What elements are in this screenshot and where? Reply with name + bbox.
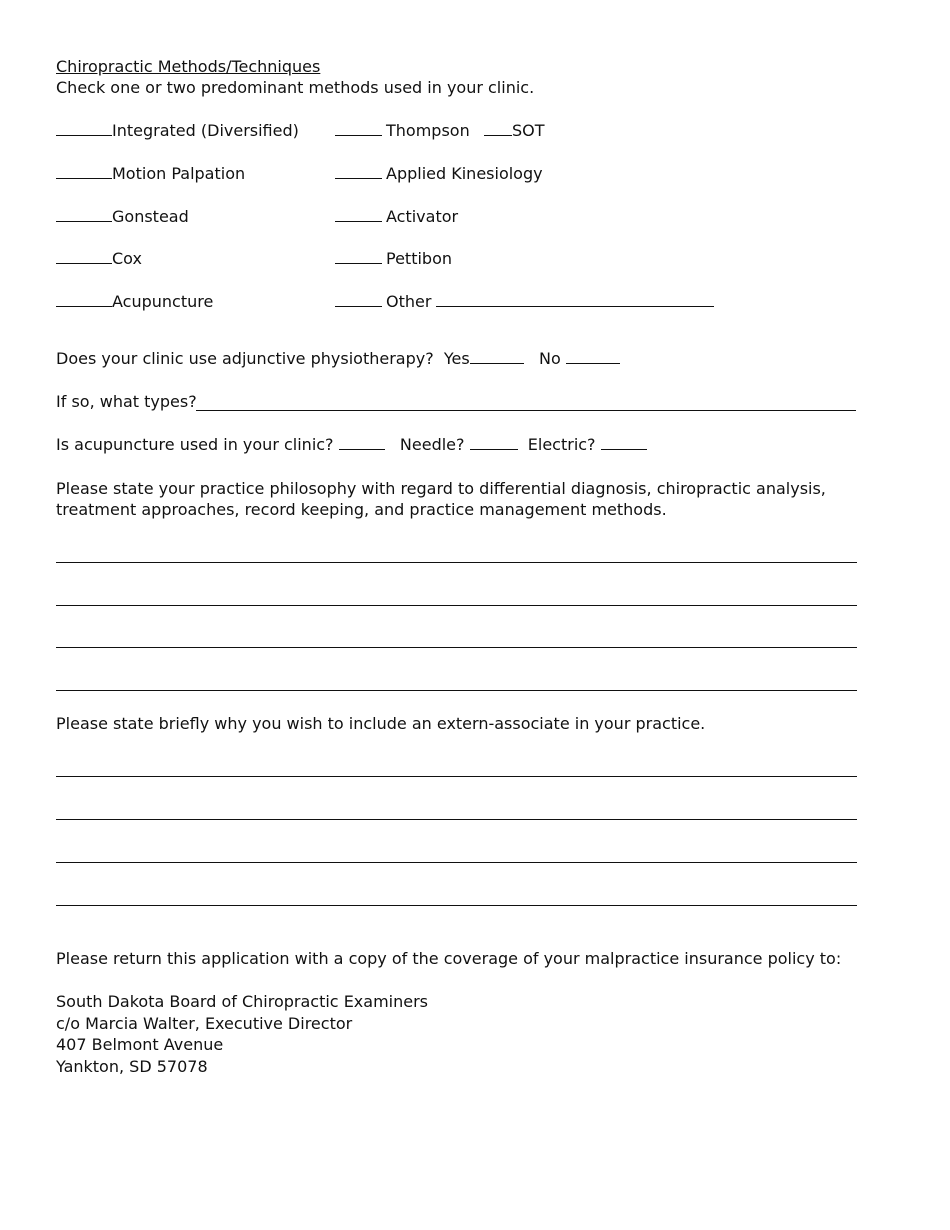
address-line: c/o Marcia Walter, Executive Director xyxy=(56,1013,353,1033)
checkbox-blank-integrated[interactable] xyxy=(56,121,112,136)
physio-question: Does your clinic use adjunctive physiotherapy? xyxy=(56,349,434,368)
method-applied-kinesiology xyxy=(335,164,543,184)
checkbox-blank-thompson[interactable] xyxy=(335,121,382,136)
method-gonstead xyxy=(56,207,189,227)
checkbox-blank-applied-kinesiology[interactable] xyxy=(335,164,382,179)
method-label: Integrated (Diversified) xyxy=(112,121,299,140)
mailing-address xyxy=(56,991,428,1077)
other-specify-field[interactable] xyxy=(436,292,714,307)
checkbox-blank-gonstead[interactable] xyxy=(56,207,112,222)
acupuncture-field[interactable] xyxy=(339,435,385,450)
types-field[interactable] xyxy=(196,410,856,411)
reason-answer-line[interactable] xyxy=(56,819,857,820)
method-integrated xyxy=(56,121,299,141)
section-title: Chiropractic Methods/Techniques xyxy=(56,57,321,76)
needle-label: Needle? xyxy=(399,435,465,454)
method-other xyxy=(335,292,714,312)
method-label: Acupuncture xyxy=(112,292,214,311)
acupuncture-question: Is acupuncture used in your clinic? xyxy=(56,435,334,454)
philosophy-prompt: Please state your practice philosophy with regard to differential diagnosis, chiropractic analysis, treatment approaches, record keeping, and practice management methods. xyxy=(56,479,826,519)
address-line: South Dakota Board of Chiropractic Examiners xyxy=(56,992,428,1011)
address-line: Yankton, SD 57078 xyxy=(56,1056,208,1076)
philosophy-answer-line[interactable] xyxy=(56,562,857,563)
physio-no-label: No xyxy=(538,349,561,368)
return-instruction: Please return this application with a copy of the coverage of your malpractice insurance policy to: xyxy=(56,949,842,968)
checkbox-blank-other[interactable] xyxy=(335,292,382,307)
checkbox-blank-cox[interactable] xyxy=(56,249,112,264)
checkbox-blank-pettibon[interactable] xyxy=(335,249,382,264)
method-motion-palpation xyxy=(56,164,245,184)
physio-row xyxy=(56,349,620,369)
method-pettibon xyxy=(335,249,452,269)
reason-prompt: Please state briefly why you wish to include an extern-associate in your practice. xyxy=(56,714,706,733)
reason-answer-line[interactable] xyxy=(56,905,857,906)
method-label: SOT xyxy=(512,121,545,140)
method-thompson xyxy=(335,121,470,141)
method-label: Applied Kinesiology xyxy=(386,164,543,183)
reason-answer-line[interactable] xyxy=(56,862,857,863)
physio-no-field[interactable] xyxy=(566,349,620,364)
physio-yes-field[interactable] xyxy=(470,349,524,364)
reason-answer-line[interactable] xyxy=(56,776,857,777)
electric-label: Electric? xyxy=(527,435,596,454)
method-label: Pettibon xyxy=(386,249,452,268)
needle-field[interactable] xyxy=(470,435,518,450)
checkbox-blank-acupuncture[interactable] xyxy=(56,292,112,307)
address-line: 407 Belmont Avenue xyxy=(56,1035,224,1054)
philosophy-answer-line[interactable] xyxy=(56,647,857,648)
method-label: Other xyxy=(386,292,432,311)
electric-field[interactable] xyxy=(601,435,647,450)
acupuncture-row xyxy=(56,435,647,455)
philosophy-answer-line[interactable] xyxy=(56,605,857,606)
method-activator xyxy=(335,207,458,227)
checkbox-blank-activator[interactable] xyxy=(335,207,382,222)
method-label: Thompson xyxy=(386,121,470,140)
checkbox-blank-motion-palpation[interactable] xyxy=(56,164,112,179)
method-label: Cox xyxy=(112,249,142,268)
physio-yes-label: Yes xyxy=(443,349,470,368)
types-question: If so, what types? xyxy=(56,392,197,411)
method-acupuncture xyxy=(56,292,213,312)
philosophy-answer-line[interactable] xyxy=(56,690,857,691)
checkbox-blank-sot[interactable] xyxy=(484,121,512,136)
method-label: Activator xyxy=(386,207,459,226)
section-instruction: Check one or two predominant methods used in your clinic. xyxy=(56,78,535,97)
method-cox xyxy=(56,249,142,269)
method-sot xyxy=(484,121,545,141)
method-label: Gonstead xyxy=(112,207,189,226)
method-label: Motion Palpation xyxy=(112,164,246,183)
